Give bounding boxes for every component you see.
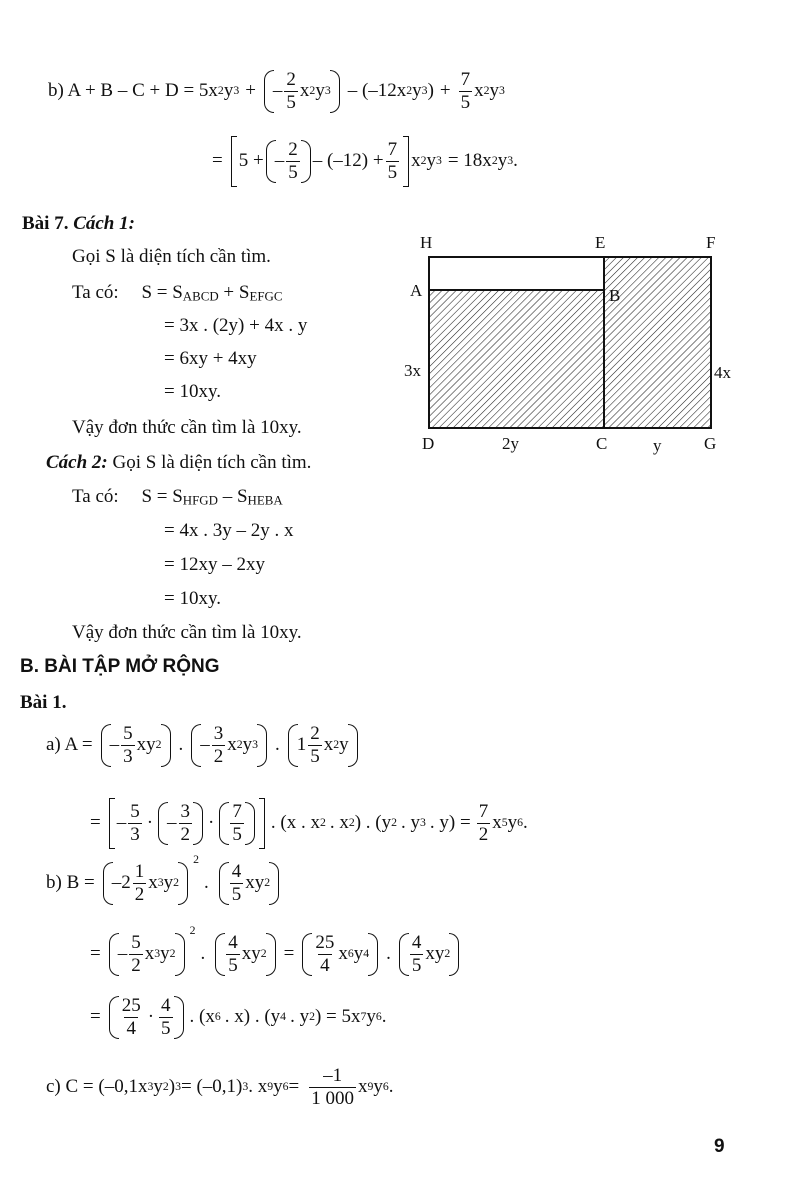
bai7-c2-line1: Ta có: $S = S_{HFGD} - S_{HEBA}$: [72, 486, 283, 508]
bai1a-line2: = – $\frac{5}{3}$ · – $\frac{3}{2}$ · $\frac{7}{5}$ . (x . x 2 . x 2 ) . (y 2 . y 3 . y) = $\frac{7}{2}$ x 5 y 6 .: [90, 798, 528, 849]
bai7-c2-line3: = 12xy – 2xy: [164, 554, 265, 575]
bai7-c2-conclusion: Vậy đơn thức cần tìm là 10xy.: [72, 622, 302, 643]
bai1c-line1: c) C = (–0,1x 3 y 2 ) 3 = (–0,1) 3 . x 9 y 6 = $\frac{-1}{1 000}$ x 9 y 6 .: [46, 1065, 394, 1109]
part-b-line2: = 5 + – $\frac{2}{5}$ – (–12) + $\frac{7}{5}$ x 2 y 3 = 18x 2 y 3 .: [212, 136, 518, 187]
label-g: G: [704, 434, 717, 453]
bai1b-line3: = $\frac{25}{4}$ · $\frac{4}{5}$ . (x 6 . x) . (y 4 . y 2 ) = 5x 7 y 6 .: [90, 995, 387, 1039]
rectangle-figure: [398, 228, 743, 458]
bai7-title: Bài 7. Cách 1:: [22, 213, 135, 234]
label-d: D: [422, 434, 435, 453]
bai7-c1-line3: = 6xy + 4xy: [164, 348, 257, 369]
label-f: F: [706, 233, 716, 252]
bai1a-line1: a) A = – $\frac{5}{3}$ xy 2 . – $\frac{3}{2}$ x 2 y 3 . 1 $\frac{2}{5}$ x 2 y: [46, 724, 360, 767]
label-h: H: [420, 233, 433, 252]
hatched-region-efgc: [604, 257, 711, 428]
label-2y: 2y: [502, 434, 519, 453]
label-b: B: [609, 286, 621, 305]
bai7-c1-line1: Ta có: $S = S_{ABCD} + S_{EFGC}$: [72, 282, 283, 304]
bai7-c2-line2: = 4x . 3y – 2y . x: [164, 520, 294, 541]
part-b-line1: b) A + B – C + D = 5x 2 y 3 + – $\frac{2}{5}$ x 2 y 3 – (–12x 2 y 3 ) + $\frac{7}{5}$ x 2 y 3: [48, 69, 505, 113]
hatched-region-abcd: [429, 290, 604, 428]
bai1-title: Bài 1.: [20, 692, 67, 713]
bai7-c1-line4: = 10xy.: [164, 381, 221, 402]
bai7-c1-line2: = 3x . (2y) + 4x . y: [164, 315, 308, 336]
bai7-c1-intro: Gọi S là diện tích cần tìm.: [72, 246, 271, 267]
label-c: C: [596, 434, 608, 453]
label-a: A: [410, 281, 423, 300]
bai7-c1-conclusion: Vậy đơn thức cần tìm là 10xy.: [72, 417, 302, 438]
label-4x: 4x: [714, 363, 731, 382]
bai1b-line2: = – $\frac{5}{2}$ x 3 y 2 2 . $\frac{4}{5}$ xy 2 = $\frac{25}{4}$ x 6 y 4 . $\frac{4}{5}$ xy 2: [90, 933, 461, 976]
page-number: 9: [714, 1136, 725, 1157]
bai1b-line1: b) B = –2 $\frac{1}{2}$ x 3 y 2 2 . $\frac{4}{5}$ xy 2: [46, 862, 281, 905]
label-e: E: [595, 233, 606, 252]
label-3x: 3x: [404, 361, 421, 380]
bai7-c2-line4: = 10xy.: [164, 588, 221, 609]
label-y: y: [653, 436, 662, 455]
bai7-c2-intro: Cách 2: Gọi S là diện tích cần tìm.: [46, 452, 312, 473]
section-b-heading: B. BÀI TẬP MỞ RỘNG: [20, 656, 220, 677]
